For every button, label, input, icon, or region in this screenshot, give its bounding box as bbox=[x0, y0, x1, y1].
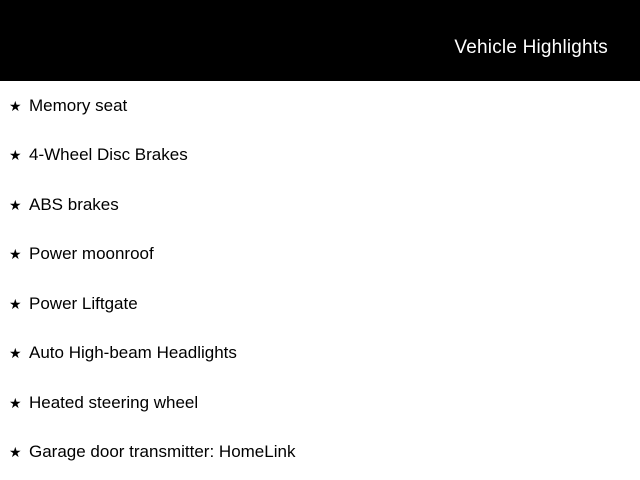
list-item-label: ABS brakes bbox=[29, 194, 119, 214]
list-item-label: Memory seat bbox=[29, 95, 128, 115]
star-icon: ★ bbox=[9, 147, 22, 164]
list-item bbox=[0, 131, 640, 181]
list-item-label: Power moonroof bbox=[29, 244, 154, 264]
list-item-label: Garage door transmitter: HomeLink bbox=[29, 442, 296, 462]
star-icon: ★ bbox=[9, 246, 22, 263]
list-item bbox=[0, 180, 640, 230]
star-icon: ★ bbox=[9, 345, 22, 362]
star-icon: ★ bbox=[9, 97, 22, 114]
star-icon: ★ bbox=[9, 196, 22, 213]
list-item bbox=[0, 230, 640, 280]
list-item bbox=[0, 279, 640, 329]
list-item bbox=[0, 329, 640, 379]
star-icon: ★ bbox=[9, 394, 22, 411]
list-item-label: Heated steering wheel bbox=[29, 392, 199, 412]
star-icon: ★ bbox=[9, 444, 22, 461]
star-icon: ★ bbox=[9, 295, 22, 312]
list-item-label: Power Liftgate bbox=[29, 293, 138, 313]
list-item-label: 4-Wheel Disc Brakes bbox=[29, 145, 188, 165]
list-item-label: Auto High-beam Headlights bbox=[29, 343, 237, 363]
page-title: Vehicle Highlights bbox=[454, 37, 608, 58]
header-bar bbox=[0, 0, 640, 81]
list-item bbox=[0, 81, 640, 131]
list-item bbox=[0, 378, 640, 428]
vehicle-highlights-list bbox=[0, 81, 640, 477]
list-item bbox=[0, 428, 640, 478]
